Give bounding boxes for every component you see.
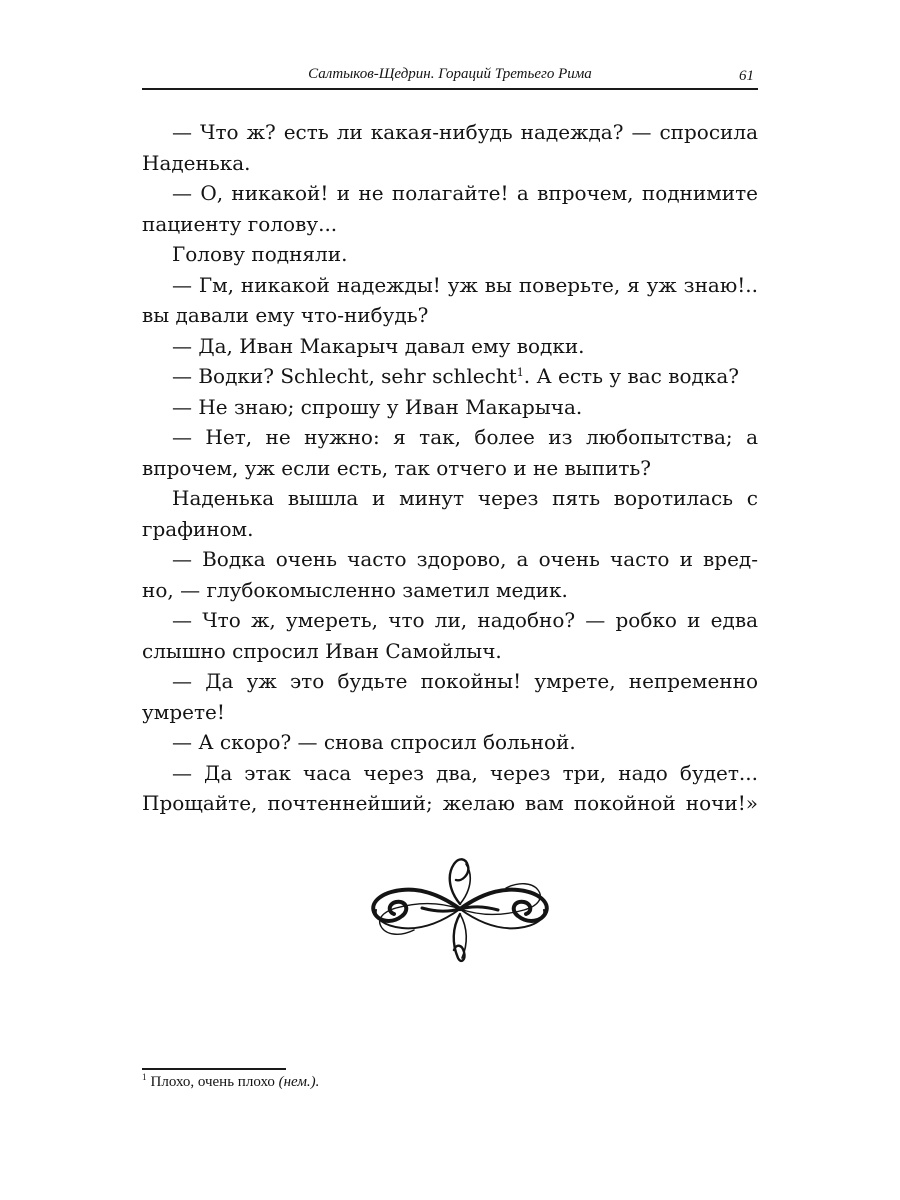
text-line: — А скоро? — снова спросил больной. [172, 730, 576, 754]
text-line [142, 361, 758, 392]
main-text [142, 117, 758, 819]
footnote-language-note: (нем.). [278, 1074, 320, 1090]
text-line: вы давали ему что-нибудь? [142, 303, 429, 327]
text-line: — Да, Иван Макарыч давал ему водки. [172, 333, 585, 358]
flourish-ornament-icon [362, 852, 558, 970]
text-line: — Да уж это будьте покойны! умрете, непременно [172, 669, 758, 693]
text-segment: . А есть у вас водка? [523, 364, 739, 388]
text-line: — Что ж? есть ли какая-нибудь надежда? — спросила [172, 120, 758, 144]
text-line: впрочем, уж если есть, так отчего и не выпить? [142, 455, 652, 480]
text-line: слышно спросил Иван Самойлыч. [142, 638, 502, 663]
footnote-divider [142, 1068, 286, 1070]
text-line: Голову подняли. [172, 242, 348, 266]
text-line: умрете! [142, 699, 225, 724]
text-line: — Гм, никакой надежды! уж вы поверьте, я уж знаю!.. [172, 272, 758, 297]
text-line: — Водка очень часто здорово, а очень часто и вред- [172, 547, 758, 571]
running-header [142, 64, 758, 90]
text-line: пациенту голову... [142, 211, 338, 236]
text-line: — Да этак часа через два, через три, надо будет... [172, 760, 758, 785]
footnote-text: Плохо, очень плохо [150, 1074, 279, 1090]
text-line: — Нет, не нужно: я так, более из любопытства; а [172, 425, 758, 449]
running-title: Салтыков-Щедрин. Гораций Третьего Рима [308, 66, 592, 82]
footnote-marker: 1 [142, 1072, 147, 1082]
text-line: Наденька вышла и минут через пять воротилась с [172, 486, 758, 510]
text-segment: — Водки? Schlecht, sehr schlecht [172, 364, 517, 388]
text-line: но, — глубокомысленно заметил медик. [142, 577, 568, 602]
text-line: графином. [142, 516, 254, 541]
text-line: — О, никакой! и не полагайте! а впрочем, поднимите [172, 181, 758, 205]
text-line: — Не знаю; спрошу у Иван Макарыча. [172, 394, 583, 419]
footnote [142, 1074, 319, 1091]
footnote-reference: 1 [516, 366, 524, 379]
text-line: Наденька. [142, 150, 251, 175]
text-line: — Что ж, умереть, что ли, надобно? — робко и едва [172, 608, 758, 632]
text-line: Прощайте, почтеннейший; желаю вам покойной ночи!» [142, 791, 758, 815]
page-number: 61 [739, 68, 754, 84]
